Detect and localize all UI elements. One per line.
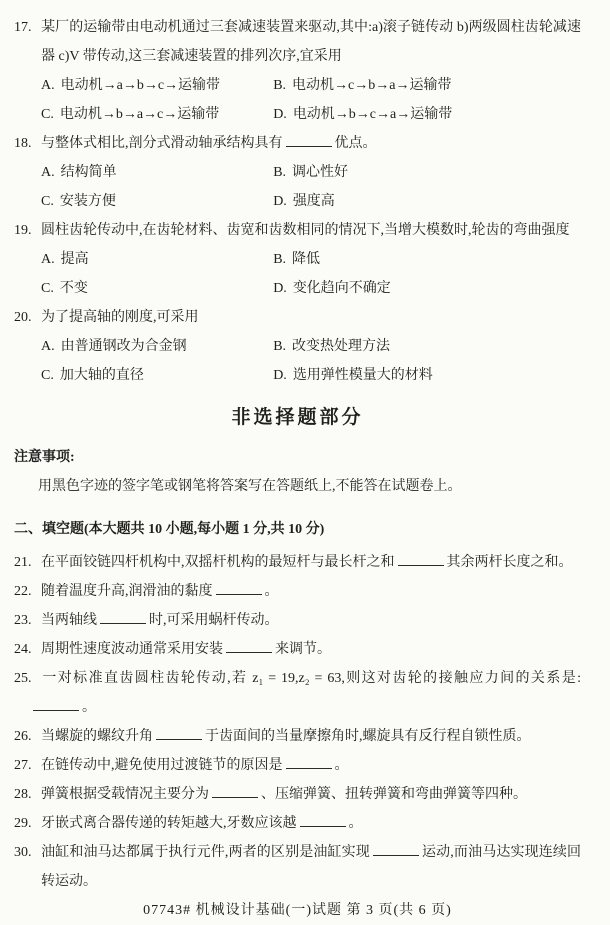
question-number: 17. [14, 20, 32, 35]
question-text: 运动,而油马达实现连续回转运动。 [41, 845, 582, 889]
question-21 [14, 548, 581, 577]
option-label: A. [41, 165, 55, 180]
question-text: 、压缩弹簧、扭转弹簧和弯曲弹簧等四种。 [261, 787, 527, 802]
question-28 [14, 780, 581, 809]
fill-section-heading: 二、填空题(本大题共 10 小题,每小题 1 分,共 10 分) [14, 522, 325, 537]
question-18 [14, 129, 581, 158]
option-label: D. [273, 281, 287, 296]
option-text: 电动机→b→a→c→运输带 [59, 107, 220, 122]
option-20-c [41, 361, 273, 390]
question-text: 于齿面间的当量摩擦角时,螺旋具有反行程自锁性质。 [205, 729, 531, 744]
option-text: 调心性好 [292, 165, 349, 180]
options-row [14, 361, 581, 390]
options-row [14, 332, 581, 361]
question-26 [14, 722, 581, 751]
question-text: 在链传动中,避免使用过渡链节的原因是 [41, 758, 283, 773]
question-text: 一对标准直齿圆柱齿轮传动,若 z₁ = 19,z₂ = 63,则这对齿轮的接触应力间的关系是: [41, 671, 581, 686]
option-17-d [273, 100, 581, 129]
question-text: 来调节。 [275, 642, 331, 657]
question-number: 26. [14, 729, 32, 744]
question-text: 为了提高轴的刚度,可采用 [41, 310, 199, 325]
option-label: B. [273, 78, 287, 93]
question-text: 当两轴线 [41, 613, 97, 628]
option-20-a [41, 332, 273, 361]
question-number: 19. [14, 223, 32, 238]
question-text: 油缸和油马达都属于执行元件,两者的区别是油缸实现 [41, 845, 370, 860]
blank-underline [286, 756, 332, 769]
question-number: 23. [14, 613, 32, 628]
question-19 [14, 216, 581, 245]
question-text: 。 [264, 584, 279, 599]
option-18-d [273, 187, 581, 216]
option-label: C. [41, 281, 54, 296]
question-17 [14, 13, 581, 71]
question-text: 其余两杆长度之和。 [446, 555, 573, 570]
question-number: 22. [14, 584, 32, 599]
option-20-b [273, 332, 581, 361]
options-row [14, 245, 581, 274]
blank-underline [286, 134, 332, 147]
option-17-b [273, 71, 581, 100]
option-text: 电动机→b→c→a→运输带 [292, 107, 453, 122]
option-label: C. [41, 107, 54, 122]
question-27 [14, 751, 581, 780]
options-row [14, 274, 581, 303]
option-text: 变化趋向不确定 [292, 281, 391, 296]
question-text: 在平面铰链四杆机构中,双摇杆机构的最短杆与最长杆之和 [41, 555, 395, 570]
question-30 [14, 838, 581, 896]
blank-underline [373, 843, 419, 856]
option-19-b [273, 245, 581, 274]
question-number: 28. [14, 787, 32, 802]
fill-question-list [14, 548, 581, 896]
option-19-d [273, 274, 581, 303]
section-title: 非选择题部分 [231, 407, 364, 428]
blank-underline [398, 553, 444, 566]
question-number: 25. [14, 671, 32, 686]
question-text: 周期性速度波动通常采用安装 [41, 642, 223, 657]
question-number: 18. [14, 136, 32, 151]
question-25-continuation [14, 693, 581, 722]
option-text: 改变热处理方法 [292, 339, 391, 354]
page-footer: 07743# 机械设计基础(一)试题 第 3 页(共 6 页) [143, 903, 452, 918]
option-label: A. [41, 252, 55, 267]
question-number: 30. [14, 845, 32, 860]
question-text: 牙嵌式离合器传递的转矩越大,牙数应该越 [41, 816, 297, 831]
blank-underline [100, 611, 146, 624]
option-text: 安装方便 [59, 194, 116, 209]
question-text: 圆柱齿轮传动中,在齿轮材料、齿宽和齿数相同的情况下,当增大模数时,轮齿的弯曲强度 [41, 223, 570, 238]
options-row [14, 71, 581, 100]
blank-underline [216, 582, 262, 595]
option-18-c [41, 187, 273, 216]
option-text: 电动机→c→b→a→运输带 [292, 78, 452, 93]
question-text: 某厂的运输带由电动机通过三套减速装置来驱动,其中:a)滚子链传动 b)两级圆柱齿轮减速器 c)V 带传动,这三套减速装置的排列次序,宜采用 [41, 20, 581, 64]
option-text: 加大轴的直径 [59, 368, 144, 383]
option-label: C. [41, 368, 54, 383]
question-20 [14, 303, 581, 332]
blank-underline [226, 640, 272, 653]
option-label: B. [273, 339, 287, 354]
option-label: D. [273, 107, 287, 122]
option-text: 选用弹性模量大的材料 [292, 368, 433, 383]
option-label: B. [273, 252, 287, 267]
question-number: 20. [14, 310, 32, 325]
question-22 [14, 577, 581, 606]
blank-underline [300, 814, 346, 827]
question-text: 优点。 [334, 136, 377, 151]
option-19-c [41, 274, 273, 303]
question-text: 当螺旋的螺纹升角 [41, 729, 153, 744]
option-text: 不变 [59, 281, 88, 296]
option-text: 提高 [60, 252, 89, 267]
question-text: 与整体式相比,剖分式滑动轴承结构具有 [41, 136, 283, 151]
question-text: 时,可采用蜗杆传动。 [149, 613, 279, 628]
options-row [14, 100, 581, 129]
option-18-b [273, 158, 581, 187]
option-text: 强度高 [292, 194, 335, 209]
option-label: D. [273, 368, 287, 383]
question-24 [14, 635, 581, 664]
option-text: 结构简单 [60, 165, 117, 180]
blank-underline [156, 727, 202, 740]
question-number: 29. [14, 816, 32, 831]
question-number: 24. [14, 642, 32, 657]
options-row [14, 187, 581, 216]
notice-body: 用黑色字迹的签字笔或钢笔将答案写在答题纸上,不能答在试题卷上。 [38, 479, 462, 494]
notice-heading: 注意事项: [14, 450, 75, 465]
question-number: 21. [14, 555, 32, 570]
option-label: B. [273, 165, 287, 180]
option-17-a [41, 71, 273, 100]
option-label: A. [41, 78, 55, 93]
option-17-c [41, 100, 273, 129]
options-row [14, 158, 581, 187]
option-18-a [41, 158, 273, 187]
question-23 [14, 606, 581, 635]
option-label: A. [41, 339, 55, 354]
blank-underline [33, 698, 79, 711]
question-text: 。 [348, 816, 363, 831]
question-29 [14, 809, 581, 838]
question-text: 随着温度升高,润滑油的黏度 [41, 584, 213, 599]
question-text: 弹簧根据受载情况主要分为 [41, 787, 209, 802]
question-text: 。 [334, 758, 349, 773]
question-number: 27. [14, 758, 32, 773]
option-text: 电动机→a→b→c→运输带 [60, 78, 221, 93]
option-label: C. [41, 194, 54, 209]
blank-underline [212, 785, 258, 798]
question-25 [14, 664, 581, 693]
option-text: 降低 [292, 252, 321, 267]
option-20-d [273, 361, 581, 390]
option-label: D. [273, 194, 287, 209]
option-19-a [41, 245, 273, 274]
question-text: 。 [82, 700, 96, 715]
option-text: 由普通钢改为合金钢 [60, 339, 187, 354]
